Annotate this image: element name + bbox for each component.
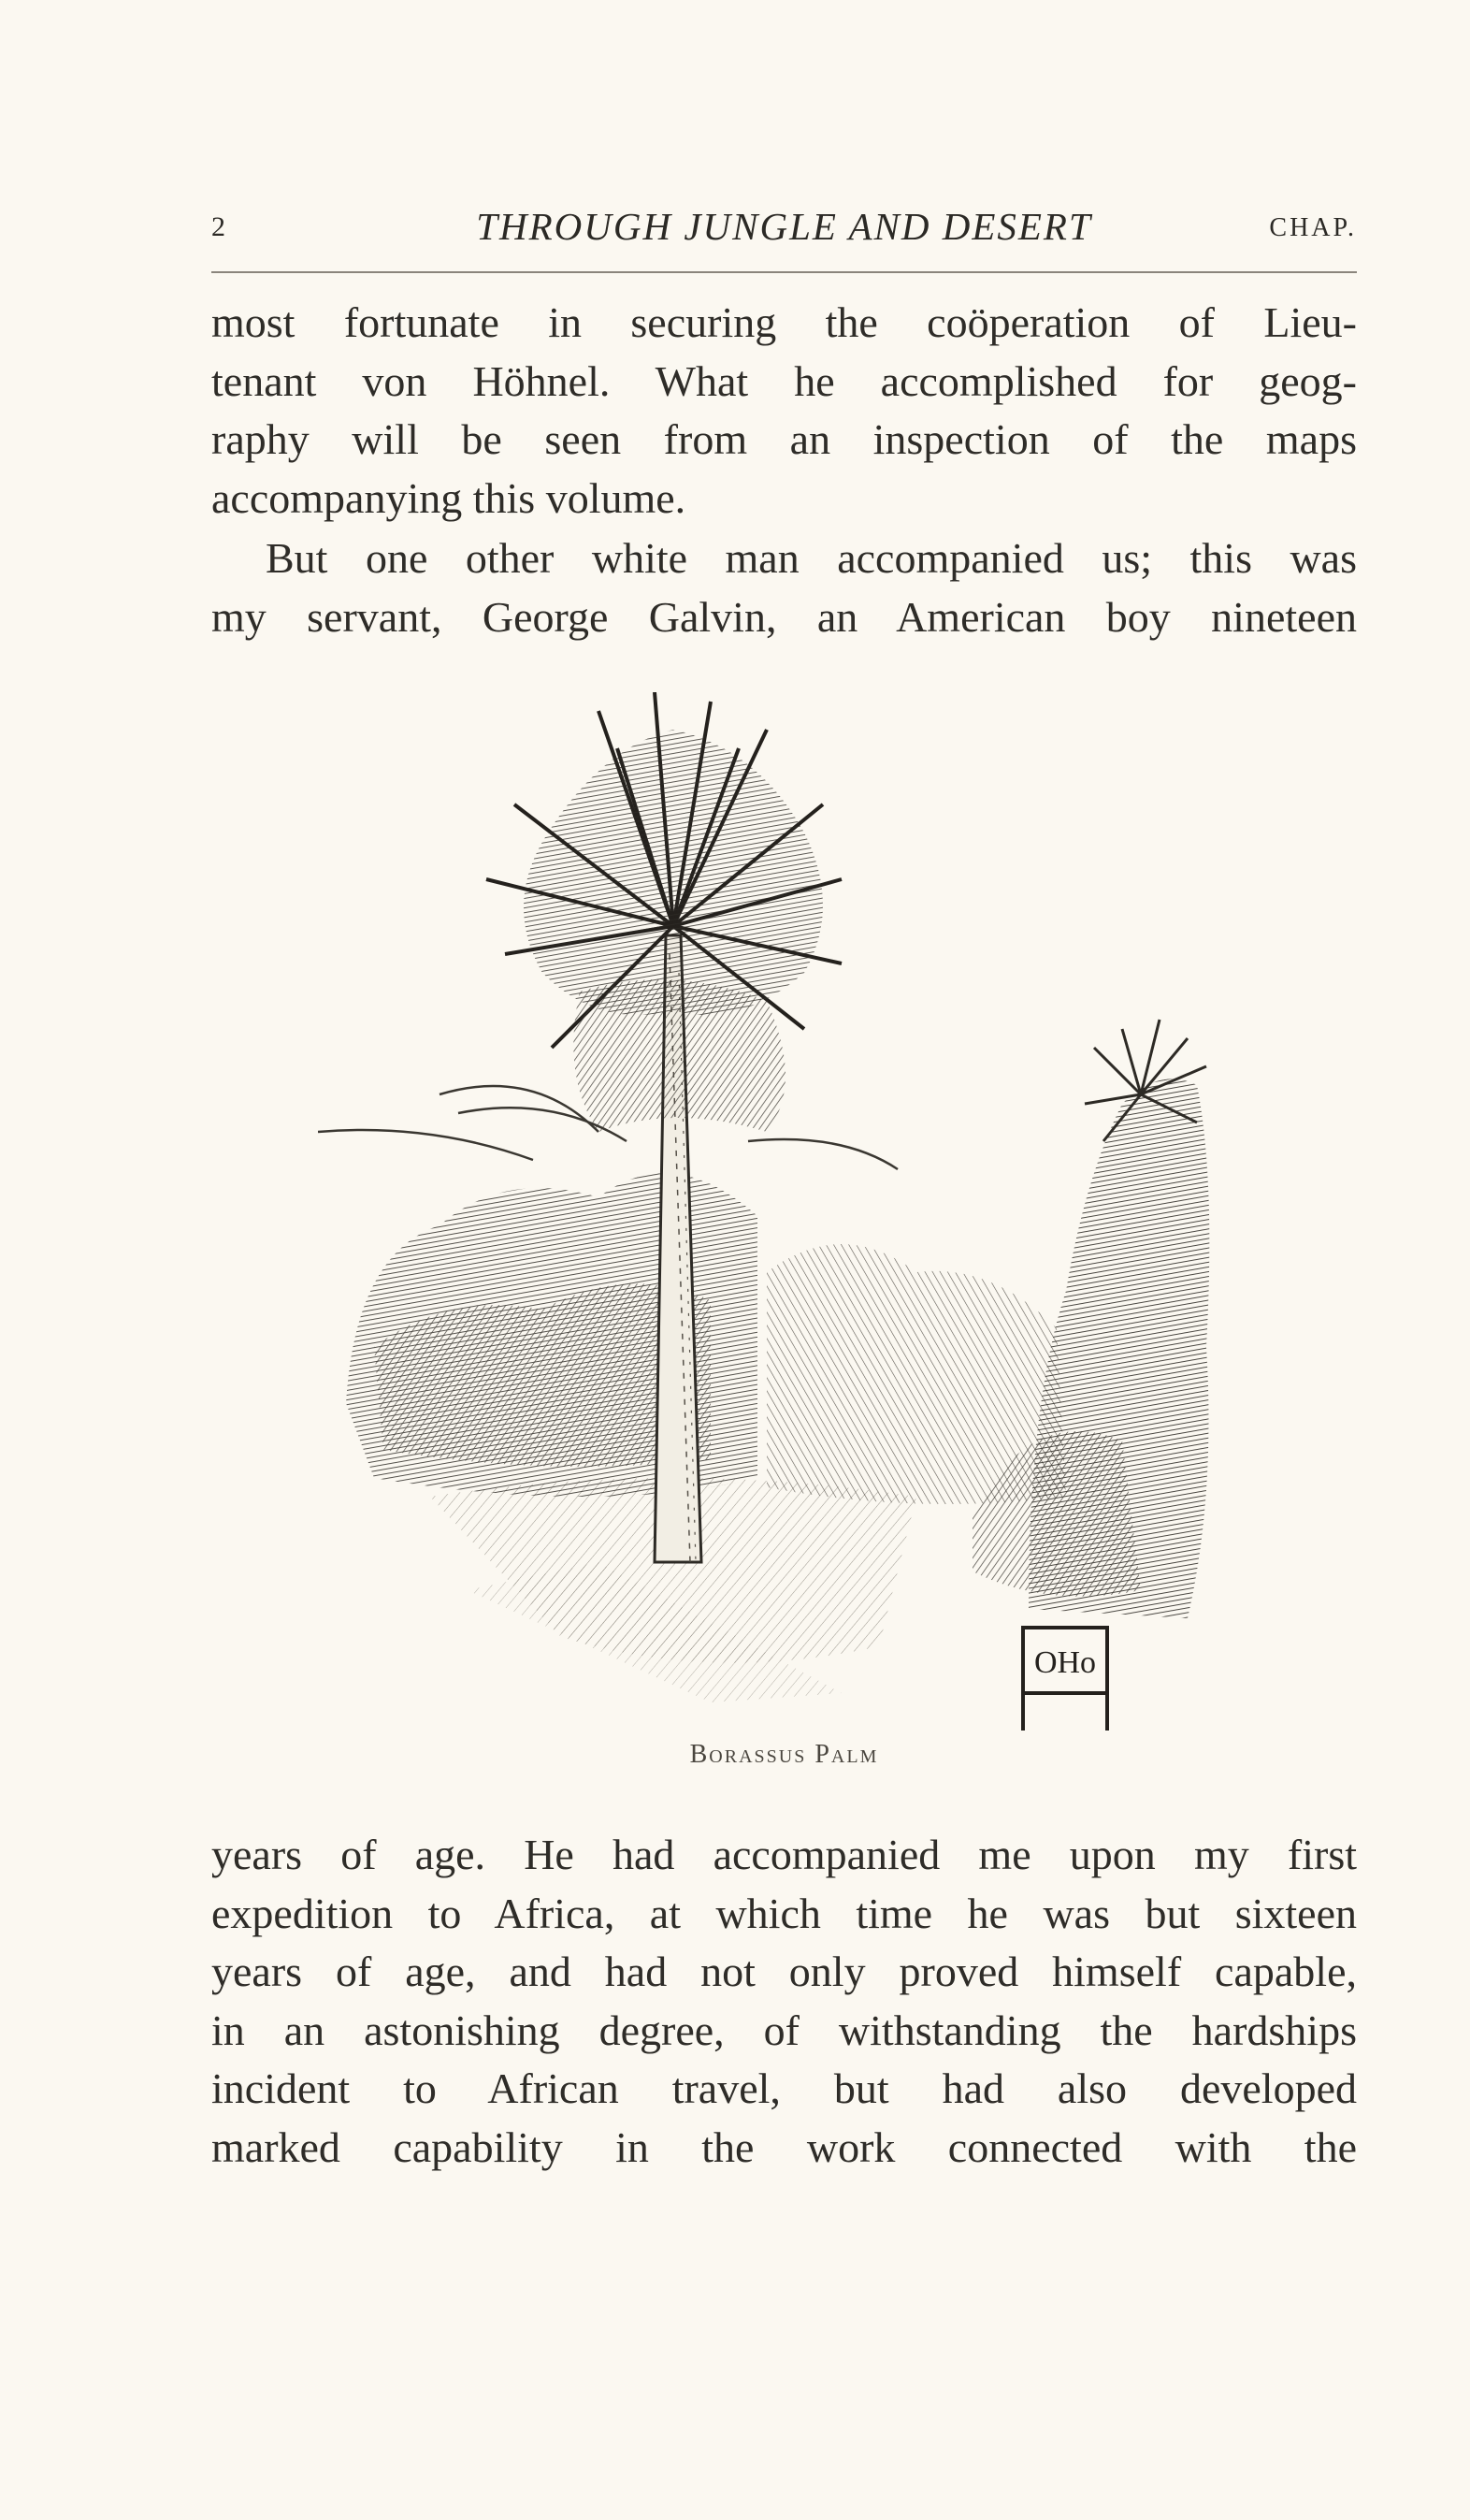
text-line: But one other white man accompanied us; this was [266, 534, 1357, 582]
text-line: expedition to Africa, at which time he was but sixteen [211, 1889, 1357, 1937]
text-line: raphy will be seen from an inspection of the maps [211, 415, 1357, 463]
paragraph-3 [211, 1826, 1357, 2177]
text-line: marked capability in the work connected with the [211, 2122, 1357, 2171]
artist-monogram [1023, 1628, 1107, 1731]
palm-engraving [318, 692, 1253, 1731]
figure-caption: Borassus Palm [689, 1740, 879, 1769]
text-line: years of age, and had not only proved himself capable, [211, 1948, 1357, 1995]
running-header [211, 204, 1357, 256]
text-line: in an astonishing degree, of withstanding the hardships [211, 2006, 1357, 2054]
running-title: THROUGH JUNGLE AND DESERT [476, 205, 1092, 248]
text-line: my servant, George Galvin, an American boy nineteen [211, 592, 1357, 641]
text-line: most fortunate in securing the coöperation of Lieu- [211, 298, 1357, 346]
paragraph-1 [211, 294, 1357, 528]
text-line: years of age. He had accompanied me upon my first [211, 1831, 1357, 1878]
text-line: accompanying this volume. [211, 473, 686, 522]
header-rule [211, 271, 1357, 273]
text-line: tenant von Höhnel. What he accomplished for geog- [211, 356, 1357, 405]
monogram-text: OHo [1033, 1645, 1097, 1680]
text-line: incident to African travel, but had also developed [211, 2064, 1357, 2112]
page-number: 2 [211, 211, 226, 242]
borassus-palm-illustration [318, 692, 1253, 1731]
chapter-label: CHAP. [1269, 213, 1357, 242]
paragraph-2 [211, 529, 1357, 646]
